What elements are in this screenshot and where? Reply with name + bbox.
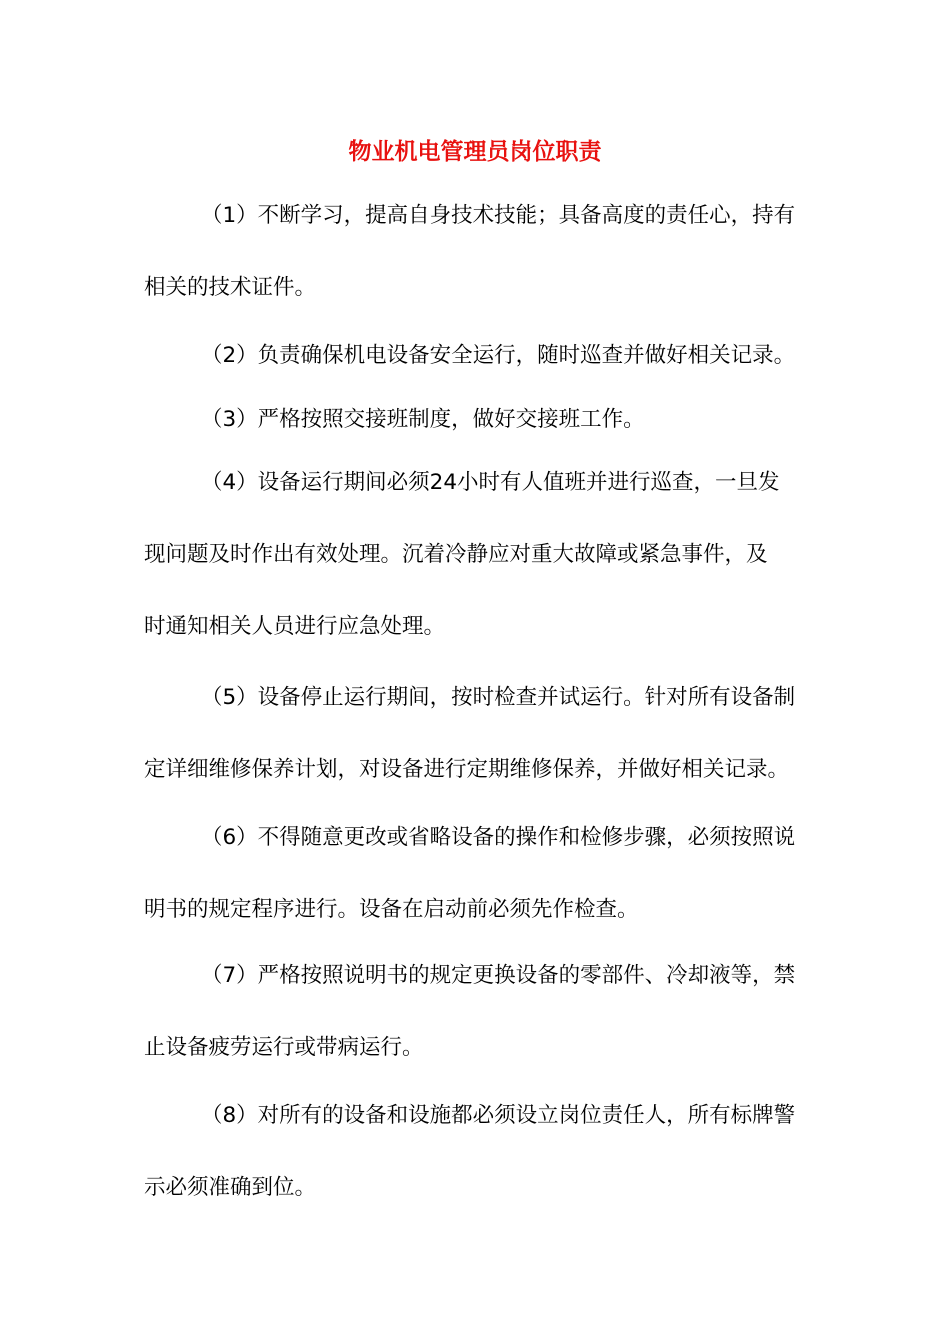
duty-item-7-line-1: （7）严格按照说明书的规定更换设备的零部件、冷却液等，禁 [201,963,796,988]
duty-item-2 [144,320,808,392]
duty-item-4 [144,447,808,663]
duty-item-8-line-1: （8）对所有的设备和设施都必须设立岗位责任人，所有标牌警 [201,1103,796,1128]
duty-item-1-line-1: （1）不断学习，提高自身技术技能；具备高度的责任心，持有 [201,203,796,228]
duty-item-5-line-2: 定详细维修保养计划，对设备进行定期维修保养，并做好相关记录。 [144,757,790,782]
duty-item-8-line-2: 示必须准确到位。 [144,1175,317,1200]
duty-item-6 [144,802,808,946]
duty-item-6-line-2: 明书的规定程序进行。设备在启动前必须先作检查。 [144,897,639,922]
duty-item-5 [144,662,808,806]
document-title: 物业机电管理员岗位职责 [348,139,602,165]
duty-item-4-line-1: （4）设备运行期间必须24小时有人值班并进行巡查，一旦发 [201,470,780,495]
duty-item-7 [144,940,808,1084]
duty-item-5-line-1: （5）设备停止运行期间，按时检查并试运行。针对所有设备制 [201,685,796,710]
duty-item-4-line-2: 现问题及时作出有效处理。沉着冷静应对重大故障或紧急事件，及 [144,542,768,567]
duty-item-3-line-1: （3）严格按照交接班制度，做好交接班工作。 [201,407,645,432]
duty-item-7-line-2: 止设备疲劳运行或带病运行。 [144,1035,424,1060]
duty-item-3 [144,384,808,456]
duty-item-4-line-3: 时通知相关人员进行应急处理。 [144,614,446,639]
duty-item-2-line-1: （2）负责确保机电设备安全运行，随时巡查并做好相关记录。 [201,343,796,368]
duty-item-1-line-2: 相关的技术证件。 [144,275,317,300]
duty-item-1 [144,180,808,324]
duty-item-6-line-1: （6）不得随意更改或省略设备的操作和检修步骤，必须按照说 [201,825,796,850]
duty-item-8 [144,1080,808,1224]
